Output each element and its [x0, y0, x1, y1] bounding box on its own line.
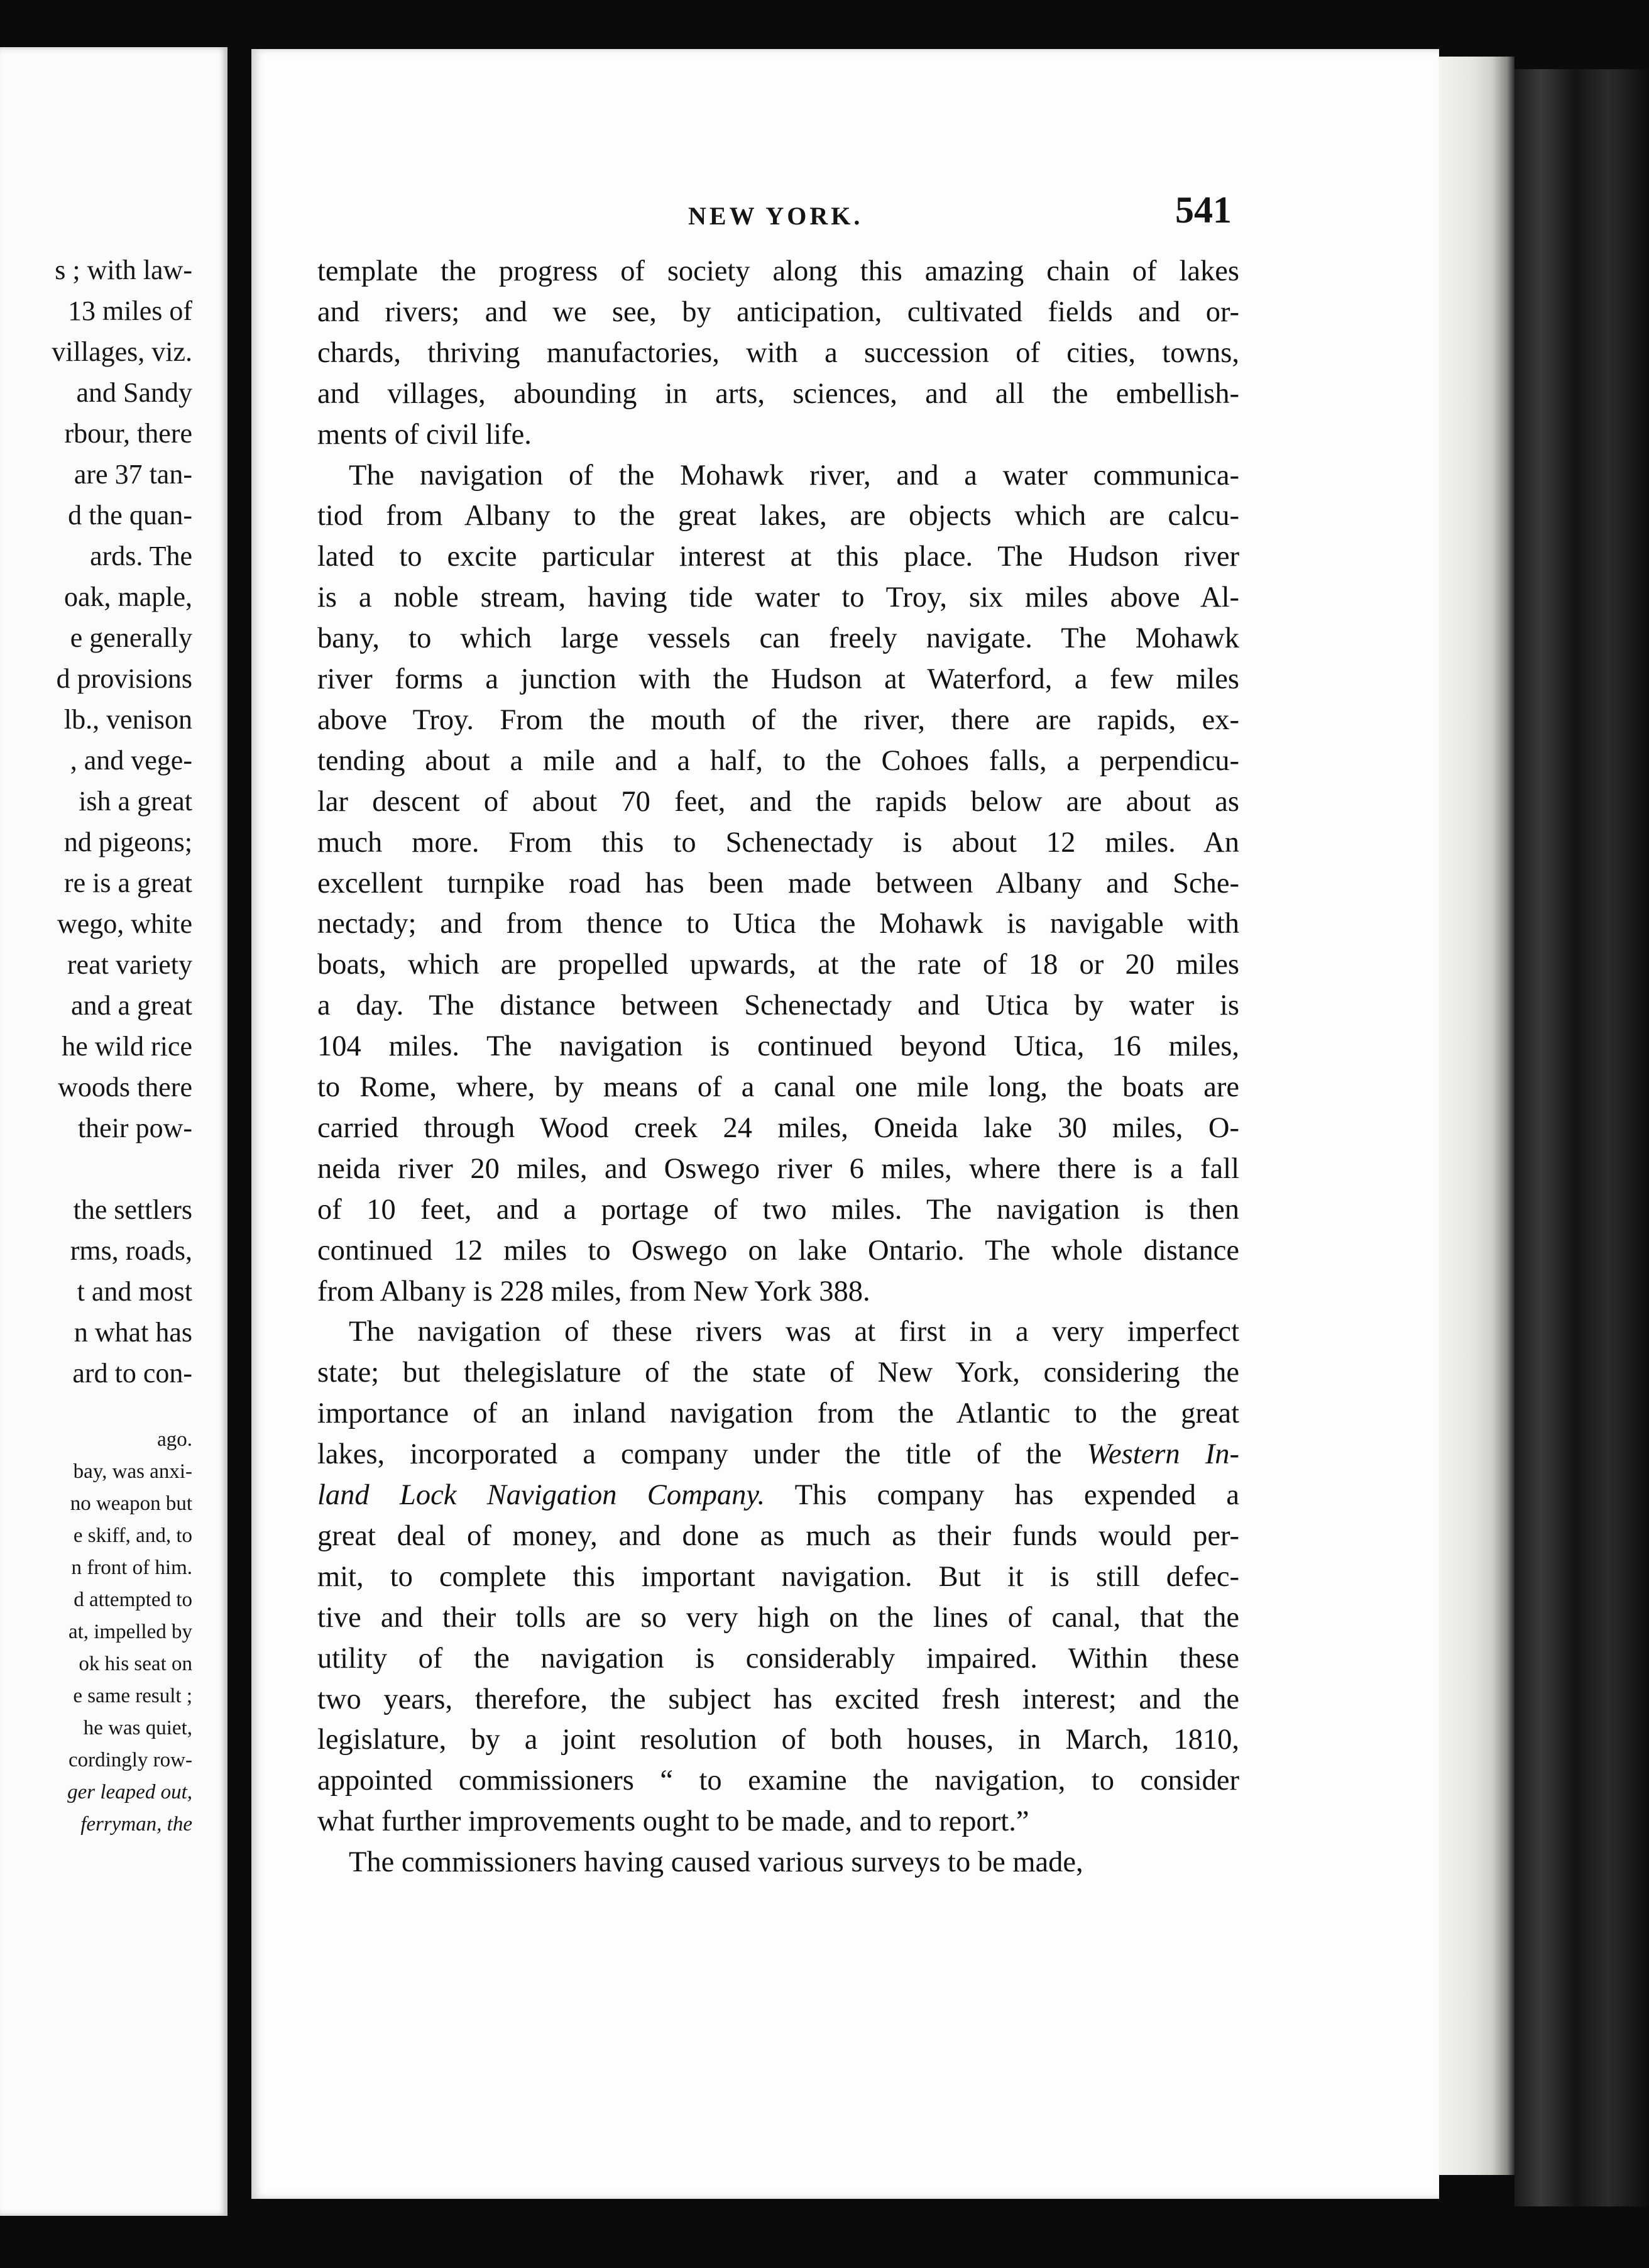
- facing-page-line: reat variety: [67, 949, 192, 980]
- page-number: 541: [1175, 189, 1232, 231]
- body-line: lated to excite particular interest at this place. The Hudson river: [317, 541, 1239, 573]
- facing-page-line: d the quan-: [68, 500, 192, 531]
- body-line: [317, 1434, 1239, 1475]
- facing-page-footnote-line: no weapon but: [70, 1492, 192, 1515]
- facing-page-line: rbour, there: [64, 418, 192, 449]
- facing-page-line: re is a great: [64, 867, 192, 898]
- facing-page-line: their pow-: [77, 1113, 192, 1143]
- body-line-text: This company has expended a: [765, 1479, 1239, 1511]
- body-line: The navigation of the Mohawk river, and a water communica-: [349, 459, 1239, 492]
- book-spine: [1515, 69, 1649, 2206]
- body-line: ments of civil life.: [317, 418, 532, 451]
- facing-page-line: s ; with law-: [55, 255, 192, 285]
- body-line: a day. The distance between Schenectady and Utica by water is: [317, 989, 1239, 1022]
- body-line-text: lakes, incorporated a company under the title of the: [317, 1438, 1087, 1471]
- body-line: great deal of money, and done as much as their funds would per-: [317, 1519, 1239, 1552]
- body-line: legislature, by a joint resolution of both houses, in March, 1810,: [317, 1724, 1239, 1756]
- facing-page-footnote-line: e same result ;: [73, 1685, 192, 1707]
- page-edge: [1439, 57, 1515, 2175]
- facing-page-footnote-line: ger leaped out,: [67, 1781, 192, 1803]
- facing-page-footnote-line: ago.: [157, 1428, 192, 1451]
- facing-page-footnote-line: he was quiet,: [83, 1717, 192, 1739]
- facing-page-line: t and most: [77, 1276, 192, 1307]
- body-line: [317, 1475, 1239, 1516]
- body-line: river forms a junction with the Hudson at Waterford, a few miles: [317, 663, 1239, 695]
- body-line: boats, which are propelled upwards, at the rate of 18 or 20 miles: [317, 949, 1239, 981]
- facing-page-line: he wild rice: [62, 1031, 192, 1062]
- facing-page-line: the settlers: [73, 1194, 192, 1225]
- facing-page-footnote-line: bay, was anxi-: [73, 1460, 192, 1483]
- body-line: from Albany is 228 miles, from New York 388.: [317, 1275, 870, 1307]
- facing-page-line: are 37 tan-: [74, 459, 192, 490]
- facing-page-footnote-line: n front of him.: [71, 1556, 192, 1579]
- body-line: and villages, abounding in arts, sciences, and all the embellish-: [317, 377, 1239, 410]
- facing-page-line: oak, maple,: [63, 581, 192, 612]
- body-line: utility of the navigation is considerably impaired. Within these: [317, 1642, 1239, 1675]
- facing-page-line: d provisions: [56, 663, 192, 694]
- facing-page-line: , and vege-: [70, 745, 192, 776]
- facing-page-footnote-line: at, impelled by: [68, 1621, 192, 1643]
- body-line: carried through Wood creek 24 miles, Oneida lake 30 miles, O-: [317, 1111, 1239, 1144]
- body-line: importance of an inland navigation from the Atlantic to the great: [317, 1397, 1239, 1430]
- facing-page-footnote-line: d attempted to: [74, 1588, 192, 1611]
- body-line: appointed commissioners “ to examine the navigation, to consider: [317, 1764, 1239, 1797]
- italic-title: Lock Navigation Company.: [400, 1479, 765, 1511]
- body-line: continued 12 miles to Oswego on lake Ontario. The whole distance: [317, 1234, 1239, 1267]
- body-line: tiod from Albany to the great lakes, are objects which are calcu-: [317, 500, 1239, 532]
- facing-page-footnote-line: e skiff, and, to: [73, 1524, 192, 1547]
- facing-page-left: [0, 47, 227, 2216]
- italic-title: land: [317, 1479, 400, 1511]
- facing-page-line: ish a great: [79, 786, 192, 817]
- body-line: is a noble stream, having tide water to Troy, six miles above Al-: [317, 581, 1239, 614]
- facing-page-line: nd pigeons;: [63, 827, 192, 857]
- body-line: tive and their tolls are so very high on the lines of canal, that the: [317, 1601, 1239, 1634]
- body-line: to Rome, where, by means of a canal one mile long, the boats are: [317, 1071, 1239, 1103]
- body-line: bany, to which large vessels can freely navigate. The Mohawk: [317, 622, 1239, 655]
- body-line: excellent turnpike road has been made between Albany and Sche-: [317, 867, 1239, 900]
- body-line: The commissioners having caused various surveys to be made,: [349, 1846, 1083, 1879]
- body-line: 104 miles. The navigation is continued beyond Utica, 16 miles,: [317, 1030, 1239, 1063]
- body-line: what further improvements ought to be made, and to report.”: [317, 1805, 1029, 1838]
- facing-page-line: n what has: [74, 1317, 192, 1348]
- facing-page-line: villages, viz.: [52, 336, 192, 367]
- body-line: two years, therefore, the subject has excited fresh interest; and the: [317, 1683, 1239, 1715]
- facing-page-line: and Sandy: [76, 377, 192, 408]
- italic-title: Western In-: [1087, 1438, 1239, 1471]
- running-head: NEW YORK.: [688, 202, 863, 230]
- facing-page-line: and a great: [71, 990, 192, 1021]
- facing-page-line: 13 miles of: [68, 295, 192, 326]
- body-line: and rivers; and we see, by anticipation, cultivated fields and or-: [317, 295, 1239, 328]
- facing-page-line: ard to con-: [72, 1358, 192, 1389]
- facing-page-footnote-line: ferryman, the: [80, 1813, 192, 1836]
- facing-page-line: ards. The: [90, 541, 192, 571]
- body-line: above Troy. From the mouth of the river, there are rapids, ex-: [317, 703, 1239, 736]
- body-line: state; but thelegislature of the state of New York, considering the: [317, 1357, 1239, 1389]
- body-line: lar descent of about 70 feet, and the rapids below are about as: [317, 785, 1239, 818]
- body-line: The navigation of these rivers was at first in a very imperfect: [349, 1316, 1239, 1348]
- facing-page-line: woods there: [58, 1072, 192, 1103]
- body-line: much more. From this to Schenectady is about 12 miles. An: [317, 826, 1239, 859]
- body-line: neida river 20 miles, and Oswego river 6 miles, where there is a fall: [317, 1152, 1239, 1185]
- body-line: chards, thriving manufactories, with a succession of cities, towns,: [317, 336, 1239, 369]
- facing-page-line: wego, white: [57, 908, 192, 939]
- body-line: mit, to complete this important navigation. But it is still defec-: [317, 1560, 1239, 1593]
- facing-page-line: lb., venison: [63, 704, 192, 735]
- body-line: tending about a mile and a half, to the Cohoes falls, a perpendicu-: [317, 744, 1239, 777]
- facing-page-footnote-line: ok his seat on: [79, 1653, 192, 1675]
- body-line: nectady; and from thence to Utica the Mohawk is navigable with: [317, 908, 1239, 940]
- facing-page-footnote-line: cordingly row-: [68, 1749, 192, 1771]
- body-line: of 10 feet, and a portage of two miles. The navigation is then: [317, 1193, 1239, 1226]
- body-line: template the progress of society along this amazing chain of lakes: [317, 255, 1239, 287]
- facing-page-line: rms, roads,: [70, 1235, 192, 1266]
- facing-page-line: e generally: [70, 622, 192, 653]
